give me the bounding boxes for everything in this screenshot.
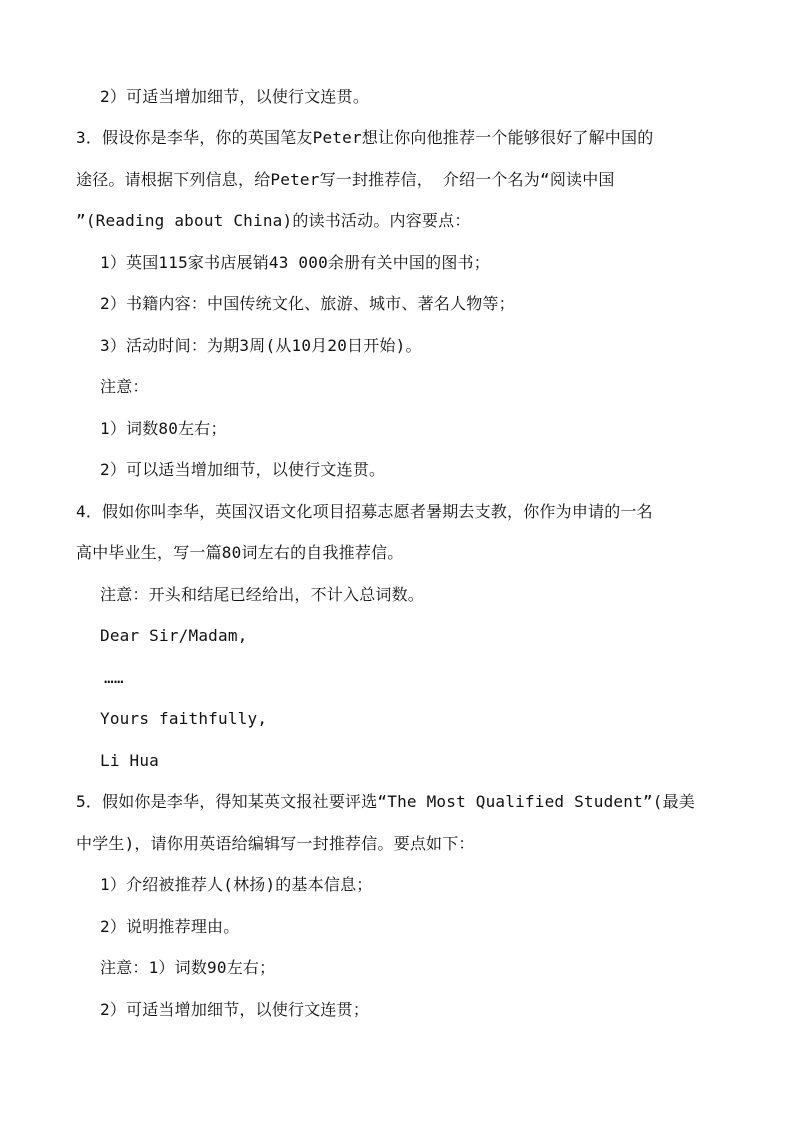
doc-line-q3-point3: 3）活动时间：为期3周(从10月20日开始)。 <box>100 336 422 355</box>
doc-line-q4-cont: 高中毕业生，写一篇80词左右的自我推荐信。 <box>76 543 404 562</box>
doc-line-q3-cont2: ”(Reading about China)的读书活动。内容要点： <box>76 211 471 230</box>
doc-line-q5-intro: 5．假如你是李华，得知某英文报社要评选“The Most Qualified Student”(最美 <box>76 792 695 811</box>
doc-line-q3-note: 注意： <box>100 377 149 396</box>
doc-line-q3-note1: 1）词数80左右； <box>100 419 227 438</box>
doc-line-q5-note1: 注意：1）词数90左右； <box>100 958 276 977</box>
doc-line-signature: Li Hua <box>100 751 159 770</box>
doc-line-q5-point2: 2）说明推荐理由。 <box>100 917 240 936</box>
doc-line-closing: Yours faithfully, <box>100 709 268 728</box>
doc-line-q3-cont1: 途径。请根据下列信息，给Peter写一封推荐信， 介绍一个名为“阅读中国 <box>76 170 615 189</box>
doc-line-q5-point1: 1）介绍被推荐人(林扬)的基本信息； <box>100 875 373 894</box>
doc-line-q2-detail: 2）可适当增加细节，以使行文连贯。 <box>100 87 370 106</box>
doc-line-q4-note: 注意：开头和结尾已经给出，不计入总词数。 <box>100 585 425 604</box>
doc-line-q3-point1: 1）英国115家书店展销43 000余册有关中国的图书； <box>100 253 490 272</box>
doc-line-ellipsis: …… <box>104 668 124 687</box>
doc-line-salutation: Dear Sir/Madam, <box>100 626 248 645</box>
doc-line-q3-note2: 2）可以适当增加细节，以使行文连贯。 <box>100 460 386 479</box>
doc-line-q4-intro: 4．假如你叫李华，英国汉语文化项目招募志愿者暑期去支教，你作为申请的一名 <box>76 502 653 521</box>
doc-line-q3-intro: 3．假设你是李华，你的英国笔友Peter想让你向他推荐一个能够很好了解中国的 <box>76 128 654 147</box>
doc-line-q5-note2: 2）可适当增加细节，以使行文连贯； <box>100 1000 370 1019</box>
doc-line-q5-cont: 中学生)，请你用英语给编辑写一封推荐信。要点如下： <box>76 834 475 853</box>
doc-line-q3-point2: 2）书籍内容：中国传统文化、旅游、城市、著名人物等； <box>100 294 515 313</box>
